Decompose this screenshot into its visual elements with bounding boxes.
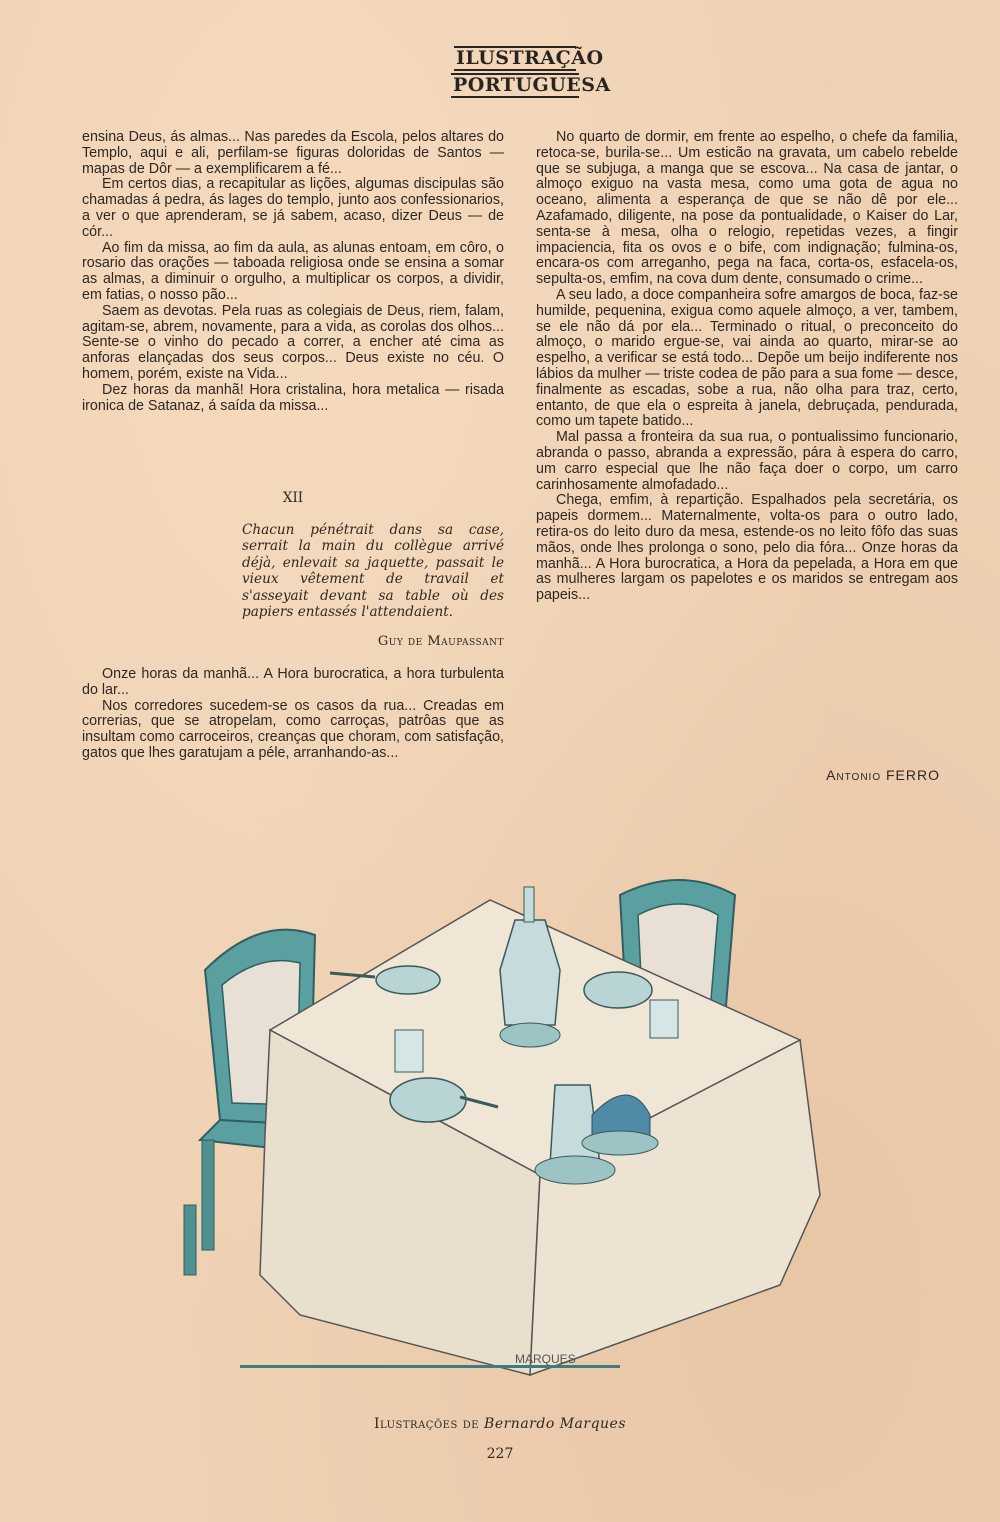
- paragraph: Dez horas da manhã! Hora cristalina, hora metalica — risada ironica de Satanaz, á saída da missa...: [82, 381, 504, 414]
- paragraph: Nos corredores sucedem-se os casos da rua... Creadas em correrias, que se atropelam, como carroças, patrôas que as insultam como carroceiros, creanças que choram, com satisfação, gatos que lhes garatujam a péle, arranhando-as...: [82, 697, 504, 761]
- section-number: XII: [282, 490, 304, 506]
- article-author: Antonio FERRO: [826, 767, 940, 783]
- epigraph-text: Chacun pénétrait dans sa case, serrait la main du collègue arrivé déjà, enlevait sa jaquette, passait le vieux vêtement de travail et s'asseyait devant sa table où des papiers entassés l'attendaient.: [242, 522, 504, 621]
- left-column-bottom: [82, 667, 504, 762]
- right-column: [536, 130, 958, 604]
- credits-prefix: Ilustrações de: [373, 1416, 480, 1432]
- masthead-line2: PORTUGUESA: [453, 74, 611, 96]
- credits-name: Bernardo Marques: [484, 1416, 627, 1432]
- masthead-line1: ILUSTRAÇÃO: [456, 47, 604, 69]
- paragraph: A seu lado, a doce companheira sofre amargos de boca, faz-se humilde, pequenina, exigua como aquele almoço, a ver, tambem, se ele não dá por ela... Terminado o ritual, o preconceito do almoço, o marido ergue-se, vai ainda ao quarto, mirar-se ao espelho, a verificar se está todo... Depõe um beijo indiferente nos lábios da mulher — triste codea de pão para a sua fome — desce, finalmente as escadas, sobe a rua, não olha para traz, certo, entanto, de que ela o espreita à janela, debruçada, pendurada, como um tapete batido...: [536, 286, 958, 430]
- paragraph: Em certos dias, a recapitular as lições, algumas discipulas são chamadas á pedra, ás lages do templo, junto aos confessionarios, a ver o que aprenderam, se já sabem, acaso, dizer Deus — de cór...: [82, 176, 504, 240]
- paragraph: No quarto de dormir, em frente ao espelho, o chefe da familia, retoca-se, burila-se... Um esticão na gravata, um cabelo rebelde que se subjuga, a manga que se escova... Na casa de jantar, o almoço exiguo na vasta mesa, como uma gota de agua no oceano, alimenta a esperança de que se não dê por ele... Azafamado, diligente, na pose da pontualidade, o Kaiser do Lar, senta-se à mesa, olha o relogio, repetidas vezes, a fingir impaciencia, fita os ovos e o bife, com indignação; fulmina-os, encara-os com arreganho, pega na faca, corta-os, esfacela-os, sepulta-os, emfim, na cova dum dente, consumado o crime...: [536, 129, 958, 288]
- paragraph: Onze horas da manhã... A Hora burocratica, a hora turbulenta do lar...: [82, 666, 504, 698]
- table-illustration: [160, 875, 860, 1415]
- paragraph: Saem as devotas. Pela ruas as colegiais de Deus, riem, falam, agitam-se, abrem, novamente, para a vida, as corolas dos olhos... Sente-se o vinho do pecado a correr, a encher até cima as anforas elançadas dos seus corpos... Deus existe no céu. O homem, porém, existe na Vida...: [82, 302, 504, 382]
- paragraph: Chega, emfim, à repartição. Espalhados pela secretária, os papeis dormem... Maternalmente, volta-os para o outro lado, retira-os do leito duro da mesa, estende-os no leito fôfo das suas mãos, onde lhes prolonga o sono, pelo dia fóra... Onze horas da manhã... A Hora burocratica, a Hora da pepelada, a Hora em que as mulheres largam os papelotes e os maridos se entregam aos papeis...: [536, 492, 958, 604]
- masthead-logo: [450, 46, 611, 100]
- illustration-credits: [0, 1416, 1000, 1432]
- artist-signature: MARQUES: [515, 1352, 576, 1366]
- paragraph: Ao fim da missa, ao fim da aula, as alunas entoam, em côro, o rosario das orações — taboada religiosa onde se ensina a somar as almas, a diminuir o orgulho, a multiplicar os corpos, a dividir, em fatias, o nosso pão...: [82, 239, 504, 303]
- paragraph: Mal passa a fronteira da sua rua, o pontualissimo funcionario, abranda o passo, abranda a expressão, pára à espera do carro, um carro especial que lhe não faça doer o corpo, um carro carinhosamente almofadado...: [536, 429, 958, 493]
- paragraph: ensina Deus, ás almas... Nas paredes da Escola, pelos altares do Templo, aqui e ali, perfilam-se figuras doloridas de Santos — mapas de Dôr — a exemplificarem a fé...: [82, 129, 504, 177]
- epigraph-author: Guy de Maupassant: [377, 634, 504, 649]
- page-number: 227: [486, 1446, 514, 1462]
- left-column-top: [82, 130, 504, 414]
